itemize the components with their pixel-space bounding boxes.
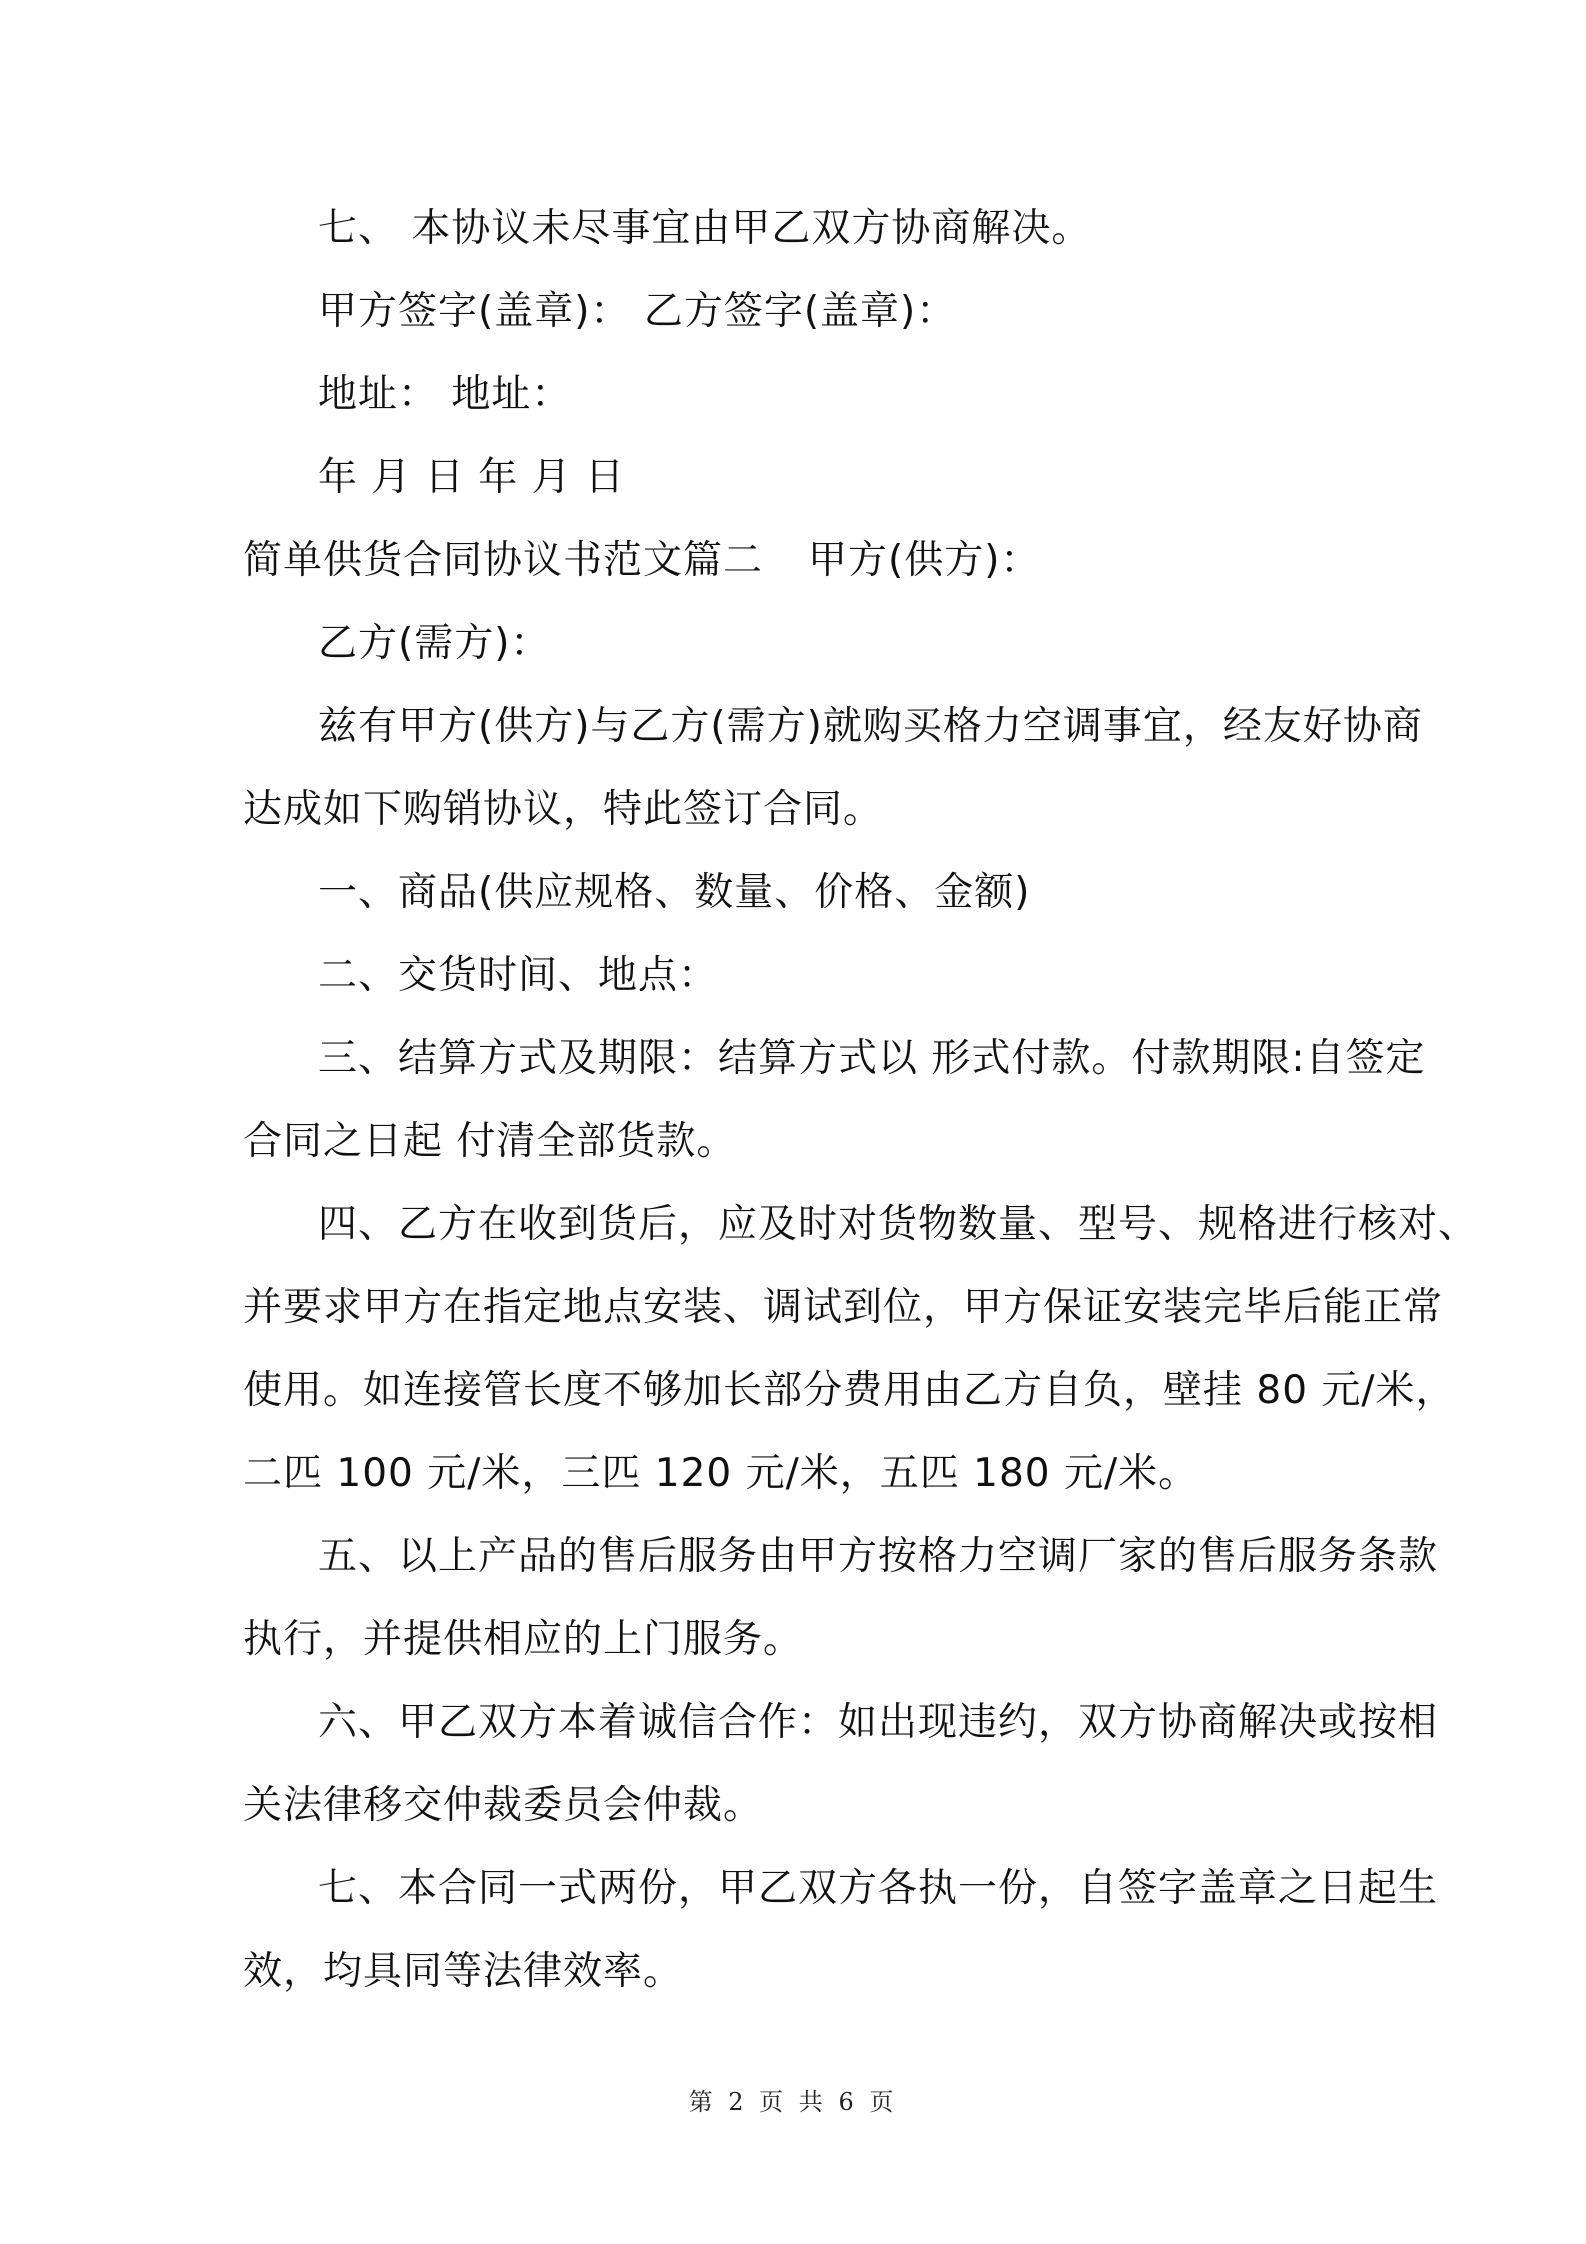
clause-5-line-2: 执行，并提供相应的上门服务。 bbox=[243, 1617, 804, 1662]
clause-5-line-1: 五、以上产品的售后服务由甲方按格力空调厂家的售后服务条款 bbox=[318, 1534, 1439, 1579]
intro-line-1: 兹有甲方(供方)与乙方(需方)就购买格力空调事宜，经友好协商 bbox=[318, 704, 1423, 749]
intro-line-2: 达成如下购销协议，特此签订合同。 bbox=[243, 787, 884, 832]
clause-4-line-3: 使用。如连接管长度不够加长部分费用由乙方自负，壁挂 80 元/米， bbox=[243, 1368, 1456, 1413]
party-b-label: 乙方(需方)： bbox=[318, 621, 551, 666]
clause-3-line-1: 三、结算方式及期限：结算方式以 形式付款。付款期限:自签定 bbox=[318, 1036, 1426, 1081]
clause-4-line-4: 二匹 100 元/米，三匹 120 元/米，五匹 180 元/米。 bbox=[243, 1451, 1199, 1496]
clause-1: 一、商品(供应规格、数量、价格、金额) bbox=[318, 870, 1031, 915]
clause-7-line-2: 效，均具同等法律效率。 bbox=[243, 1949, 684, 1994]
section-title: 简单供货合同协议书范文篇二 bbox=[243, 538, 764, 583]
clause-6-line-2: 关法律移交仲裁委员会仲裁。 bbox=[243, 1783, 764, 1828]
clause-2: 二、交货时间、地点： bbox=[318, 953, 719, 998]
clause-7-line-1: 七、本合同一式两份，甲乙双方各执一份，自签字盖章之日起生 bbox=[318, 1866, 1439, 1911]
clause-4-line-2: 并要求甲方在指定地点安装、调试到位，甲方保证安装完毕后能正常 bbox=[243, 1285, 1444, 1330]
clause-4-line-1: 四、乙方在收到货后，应及时对货物数量、型号、规格进行核对、 bbox=[318, 1202, 1479, 1247]
address-line: 地址： 地址： bbox=[318, 372, 572, 417]
party-a-label: 甲方(供方)： bbox=[808, 538, 1041, 583]
date-line: 年 月 日 年 月 日 bbox=[318, 455, 625, 500]
clause-6-line-1: 六、甲乙双方本着诚信合作：如出现违约，双方协商解决或按相 bbox=[318, 1700, 1439, 1745]
page-footer: 第 2 页 共 6 页 bbox=[688, 2088, 898, 2116]
clause-3-line-2: 合同之日起 付清全部货款。 bbox=[243, 1119, 737, 1164]
clause-7-old: 七、 本协议未尽事宜由甲乙双方协商解决。 bbox=[318, 206, 1092, 251]
signature-line: 甲方签字(盖章)： 乙方签字(盖章)： bbox=[318, 289, 957, 334]
